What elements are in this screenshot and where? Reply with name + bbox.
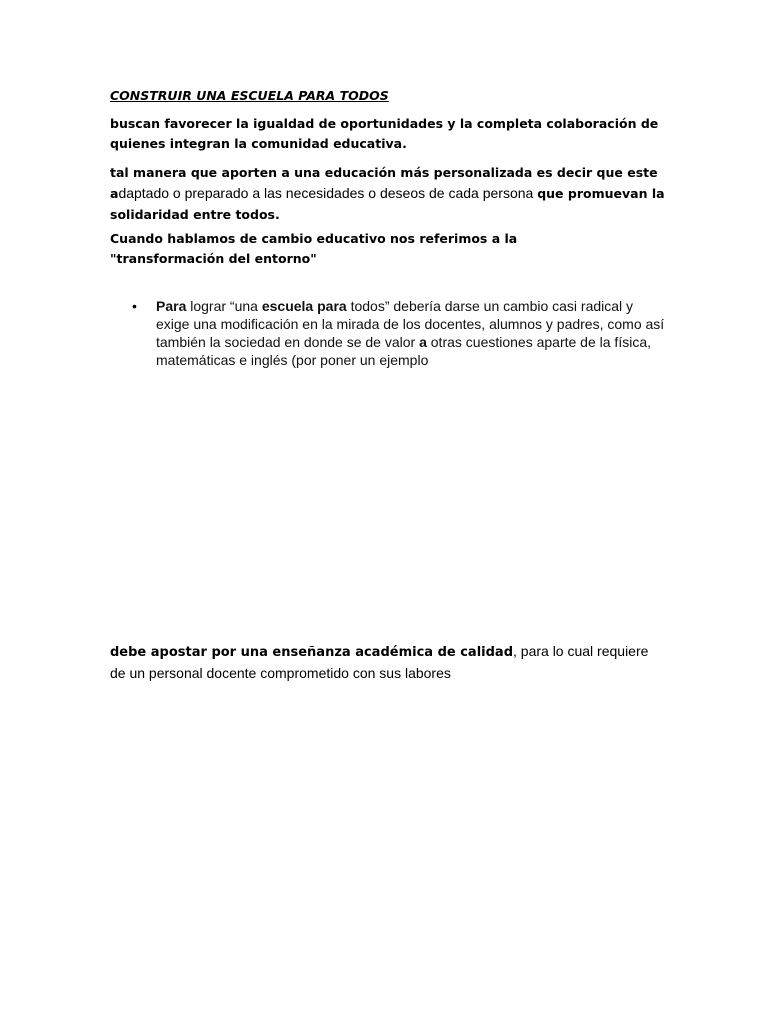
bullet-seg-bold-5: a	[419, 334, 427, 350]
paragraph-personalized-education	[110, 162, 670, 225]
p2-regular-middle: daptado o preparado a las necesidades o deseos de cada persona	[118, 185, 538, 201]
list-item	[130, 297, 670, 369]
bullet-list	[130, 297, 670, 369]
bullet-seg-bold-3: escuela para	[261, 298, 347, 314]
p4-regular: , para lo cual requiere de un personal docente comprometido con sus labores	[110, 643, 649, 681]
paragraph-educational-change: Cuando hablamos de cambio educativo nos referimos a la "transformación del entorno"	[110, 231, 518, 266]
bullet-seg-6: otras cuestiones aparte de la física, matemáticas e inglés (por poner un ejemplo	[156, 334, 651, 368]
bullet-seg-2: lograr “una	[186, 298, 262, 314]
p4-bold: debe apostar por una enseñanza académica de calidad	[110, 645, 513, 660]
p2-bold-end: que promuevan la solidaridad entre todos.	[110, 186, 665, 222]
paragraph-quality-teaching	[110, 641, 650, 683]
bullet-seg-bold-1: Para	[156, 298, 187, 314]
document-title: CONSTRUIR UNA ESCUELA PARA TODOS	[110, 88, 389, 103]
paragraph-equal-opportunities: buscan favorecer la igualdad de oportunidades y la completa colaboración de quienes integran la comunidad educativa.	[110, 116, 659, 151]
bullet-marker: •	[132, 298, 137, 314]
p2-bold-start: tal manera que aporten a una educación más personalizada es decir que este a	[110, 165, 658, 201]
bullet-seg-4: todos” debería darse un cambio casi radical y exige una modificación en la mirada de los docentes, alumnos y padres, como así también la sociedad en donde se de valor	[156, 298, 665, 350]
bullet-text	[156, 298, 664, 368]
